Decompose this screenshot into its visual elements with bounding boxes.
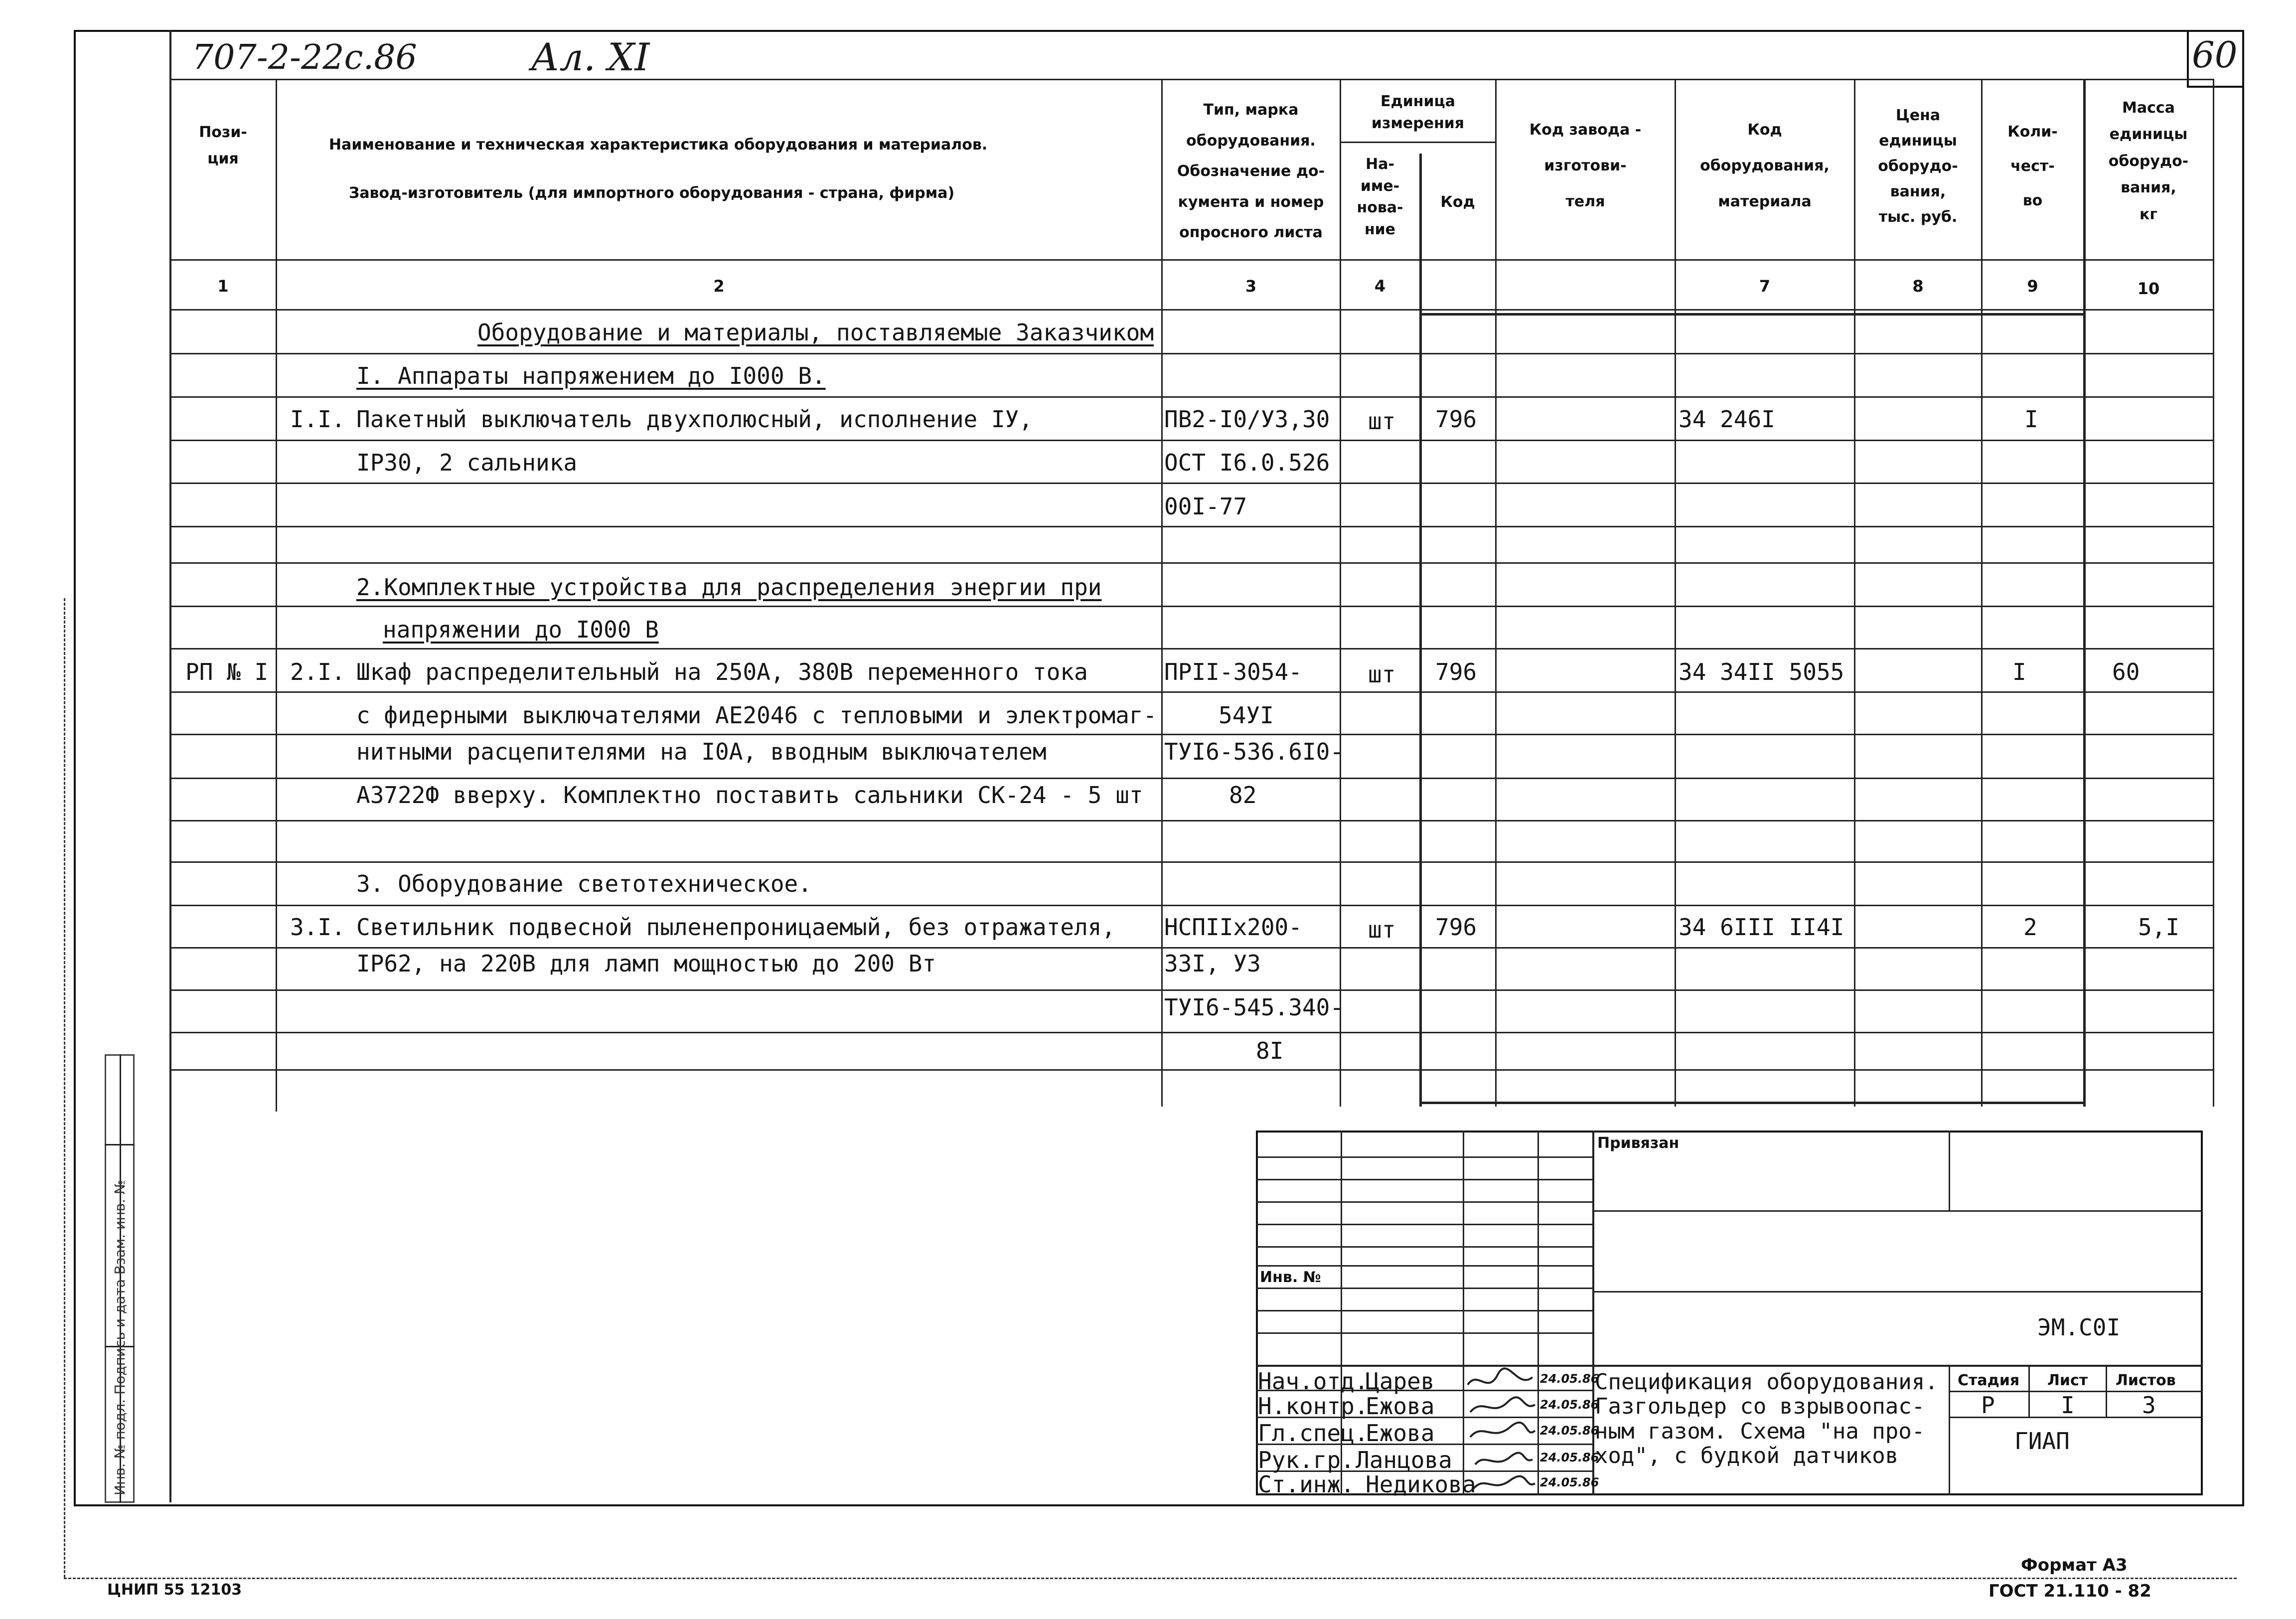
section-heading-text: 3. Оборудование светотехническое. bbox=[356, 870, 812, 897]
col-header-unit-name: На- име- нова- ние bbox=[1357, 156, 1403, 238]
col-line bbox=[1981, 79, 1983, 1107]
section-heading: 2.Комплектные устройства для распределения энергии при bbox=[356, 574, 1102, 601]
row-line bbox=[169, 648, 2214, 649]
item-type: ПРII-3054- bbox=[1164, 658, 1302, 685]
item-unit-name: шт bbox=[1368, 916, 1396, 943]
signature-scribble bbox=[1470, 1397, 1535, 1412]
item-type: 82 bbox=[1229, 782, 1257, 809]
staff-role: Нач.отд. bbox=[1258, 1368, 1369, 1395]
signature-scribble bbox=[1473, 1476, 1535, 1489]
section-heading: Оборудование и материалы, поставляемые Заказчиком bbox=[477, 319, 1154, 346]
footer-left: ЦНИП 55 12103 bbox=[107, 1581, 242, 1599]
side-stamp-text: Инв. № подл. Подпись и дата Взам. инв. № bbox=[112, 1179, 128, 1495]
item-equipment-code: 34 6III II4I bbox=[1679, 914, 1844, 941]
row-line bbox=[169, 353, 2214, 354]
tb-row bbox=[1592, 1291, 2203, 1293]
item-name: IP62, на 220В для ламп мощностью до 200 Вт bbox=[356, 950, 936, 977]
col-header-unit-code: Код bbox=[1440, 193, 1475, 211]
item-name: Пакетный выключатель двухполюсный, исполнение IУ, bbox=[356, 406, 1033, 433]
col-line bbox=[2213, 79, 2214, 1107]
tb-row bbox=[1256, 1310, 1592, 1311]
tb-row bbox=[1256, 1265, 1592, 1267]
signature-scribble bbox=[1470, 1423, 1535, 1437]
row-line bbox=[169, 526, 2214, 527]
col-number: 1 bbox=[217, 277, 229, 296]
section-heading bbox=[356, 872, 812, 895]
item-equipment-code: 34 34II 5055 bbox=[1679, 658, 1844, 685]
item-name: нитными расцепителями на I0А, вводным выключателем bbox=[356, 738, 1047, 765]
bold-box-bottom bbox=[1419, 1102, 2085, 1104]
col-number: 9 bbox=[2027, 277, 2038, 296]
section-heading: напряжении до I000 В bbox=[383, 616, 659, 643]
tb-line bbox=[1592, 1131, 1594, 1495]
item-type: 00I-77 bbox=[1164, 493, 1247, 520]
item-unit-code: 796 bbox=[1435, 914, 1477, 941]
col-number: 7 bbox=[1759, 277, 1771, 296]
side-stamp-divider bbox=[105, 1144, 135, 1145]
signature-date: 24.05.86 bbox=[1540, 1424, 1599, 1438]
col-number: 10 bbox=[2137, 279, 2160, 298]
staff-role: Ст.инж. bbox=[1258, 1471, 1355, 1498]
col-line bbox=[1675, 79, 1676, 1107]
row-line bbox=[169, 483, 2214, 484]
col-number: 2 bbox=[713, 277, 725, 296]
inv-no-label: Инв. № bbox=[1260, 1269, 1321, 1286]
sheets-label: Листов bbox=[2116, 1372, 2176, 1389]
tb-row bbox=[1592, 1210, 2203, 1212]
header-bottom bbox=[169, 259, 2214, 261]
item-unit-name: шт bbox=[1368, 661, 1396, 688]
staff-name: Недикова bbox=[1366, 1471, 1476, 1498]
col-line bbox=[1495, 79, 1497, 1107]
bold-box-top bbox=[1419, 313, 2085, 316]
row-line bbox=[169, 989, 2214, 991]
row-line bbox=[169, 734, 2214, 735]
row-line bbox=[169, 861, 2214, 863]
item-unit-code: 796 bbox=[1435, 658, 1477, 685]
col-header-quantity: Коли- чест- во bbox=[2007, 123, 2058, 209]
row-line bbox=[169, 1032, 2214, 1033]
staff-name: Ланцова bbox=[1356, 1447, 1452, 1473]
item-type: 33I, У3 bbox=[1164, 950, 1261, 977]
item-name: Шкаф распределительный на 250А, 380В переменного тока bbox=[356, 658, 1088, 685]
numrow-bottom bbox=[169, 309, 2214, 311]
position-label: I.I. bbox=[290, 406, 345, 433]
tb-line bbox=[1949, 1365, 1950, 1495]
row-line bbox=[169, 440, 2214, 441]
tb-row bbox=[1256, 1201, 1592, 1203]
album-handwritten: Ал. XI bbox=[531, 35, 650, 79]
item-type: 54УI bbox=[1219, 702, 1274, 729]
item-quantity: I bbox=[2024, 406, 2038, 433]
staff-role: Н.контр. bbox=[1258, 1393, 1369, 1420]
item-name: IP30, 2 сальника bbox=[356, 449, 578, 476]
header-sub bbox=[1340, 142, 1495, 143]
col-header-position: Пози- ция bbox=[199, 124, 247, 167]
signature-date: 24.05.86 bbox=[1540, 1451, 1599, 1464]
stage-value: Р bbox=[1981, 1392, 1995, 1419]
item-position: РП № I bbox=[185, 658, 269, 685]
tb-row bbox=[1256, 1288, 1592, 1289]
row-line bbox=[169, 905, 2214, 906]
position-label: 2.I. bbox=[290, 658, 345, 685]
doc-designation: ЭМ.С0I bbox=[2037, 1314, 2121, 1341]
tb-row bbox=[1256, 1332, 1592, 1334]
staff-role: Рук.гр. bbox=[1258, 1447, 1355, 1473]
item-quantity: I bbox=[2012, 658, 2026, 685]
col-number: 4 bbox=[1374, 277, 1386, 296]
col-header-mass: Масса единицы оборудо- вания, кг bbox=[2108, 99, 2189, 223]
staff-role: Гл.спец. bbox=[1258, 1420, 1369, 1447]
item-type: НСПIIх200- bbox=[1164, 914, 1302, 941]
row-line bbox=[169, 947, 2214, 949]
row-line bbox=[169, 778, 2214, 779]
item-type: 8I bbox=[1256, 1037, 1284, 1064]
item-name: с фидерными выключателями АЕ2046 с тепловыми и электромаг- bbox=[356, 702, 1157, 729]
document-title: Спецификация оборудования. Газгольдер со взрывоопас- ным газом. Схема "на про- ход", с будкой датчиков bbox=[1595, 1369, 1938, 1468]
item-mass: 5,I bbox=[2138, 914, 2180, 941]
tb-line bbox=[1949, 1131, 1950, 1210]
item-unit-name: шт bbox=[1368, 408, 1396, 435]
item-name: А3722Ф вверху. Комплектно поставить сальники СК-24 - 5 шт bbox=[356, 782, 1143, 809]
format-label: Формат А3 bbox=[2021, 1555, 2128, 1575]
section-heading-text: I. Аппараты напряжением до I000 В. bbox=[356, 362, 826, 389]
col-header-name-2: Завод-изготовитель (для импортного оборудования - страна, фирма) bbox=[349, 184, 955, 202]
sheet-label: Лист bbox=[2047, 1372, 2088, 1389]
col-line bbox=[1419, 154, 1422, 1107]
staff-name: Ежова bbox=[1366, 1393, 1435, 1420]
signature-date: 24.05.86 bbox=[1540, 1398, 1599, 1412]
item-equipment-code: 34 246I bbox=[1679, 406, 1775, 433]
col-header-name-1: Наименование и техническая характеристика оборудования и материалов. bbox=[329, 136, 988, 154]
col-line bbox=[1854, 79, 1855, 1107]
footer-right: ГОСТ 21.110 - 82 bbox=[1989, 1581, 2151, 1601]
privyazan-label: Привязан bbox=[1597, 1134, 1680, 1152]
item-quantity: 2 bbox=[2023, 914, 2037, 941]
trim-line-left bbox=[64, 598, 65, 1578]
item-unit-code: 796 bbox=[1435, 406, 1477, 433]
tb-row bbox=[1256, 1365, 2203, 1367]
sheet-number: 60 bbox=[2192, 34, 2238, 76]
tb-row bbox=[1256, 1156, 1592, 1158]
col-line bbox=[2083, 79, 2086, 1107]
signature-scribble bbox=[1468, 1368, 1532, 1385]
signature-scribble bbox=[1475, 1453, 1532, 1464]
organization: ГИАП bbox=[2014, 1428, 2070, 1455]
item-type: ОСТ I6.0.526 bbox=[1164, 449, 1330, 476]
col-number: 3 bbox=[1245, 277, 1257, 296]
row-line bbox=[169, 1069, 2214, 1071]
col-header-type: Тип, марка оборудования. Обозначение до- кумента и номер опросного листа bbox=[1177, 101, 1325, 241]
row-line bbox=[169, 606, 2214, 607]
col-header-factory-code: Код завода - изготови- теля bbox=[1529, 121, 1642, 210]
item-mass: 60 bbox=[2112, 658, 2140, 685]
item-type: ПВ2-I0/У3,30 bbox=[1164, 406, 1330, 433]
row-line bbox=[169, 820, 2214, 821]
doc-code-handwritten: 707-2-22с.86 bbox=[192, 38, 417, 77]
stage-label: Стадия bbox=[1958, 1372, 2020, 1389]
sheets-value: 3 bbox=[2142, 1392, 2156, 1419]
col-line bbox=[276, 79, 277, 1112]
row-line bbox=[169, 562, 2214, 564]
staff-name: Ежова bbox=[1366, 1420, 1435, 1447]
item-type: ТУI6-536.6I0- bbox=[1164, 738, 1344, 765]
sheet-value: I bbox=[2061, 1392, 2075, 1419]
item-name: Светильник подвесной пыленепроницаемый, без отражателя, bbox=[356, 914, 1116, 941]
section-heading bbox=[356, 364, 826, 387]
col-header-unit-group: Единица измерения bbox=[1371, 93, 1465, 132]
position-label: 3.I. bbox=[290, 914, 345, 941]
header-top bbox=[169, 79, 2214, 80]
tb-row bbox=[1256, 1179, 1592, 1180]
signature-date: 24.05.86 bbox=[1540, 1475, 1599, 1489]
col-header-equipment-code: Код оборудования, материала bbox=[1700, 121, 1830, 210]
signature-date: 24.05.86 bbox=[1540, 1372, 1599, 1386]
staff-name: Царев bbox=[1366, 1368, 1435, 1395]
col-header-price: Цена единицы оборудо- вания, тыс. руб. bbox=[1878, 107, 1958, 226]
trim-line bbox=[64, 1578, 2237, 1579]
row-line bbox=[169, 396, 2214, 398]
row-line bbox=[169, 691, 2214, 693]
col-number: 8 bbox=[1912, 277, 1924, 296]
tb-row bbox=[1256, 1224, 1592, 1225]
item-type: ТУI6-545.340- bbox=[1164, 994, 1344, 1021]
tb-row bbox=[1256, 1246, 1592, 1248]
